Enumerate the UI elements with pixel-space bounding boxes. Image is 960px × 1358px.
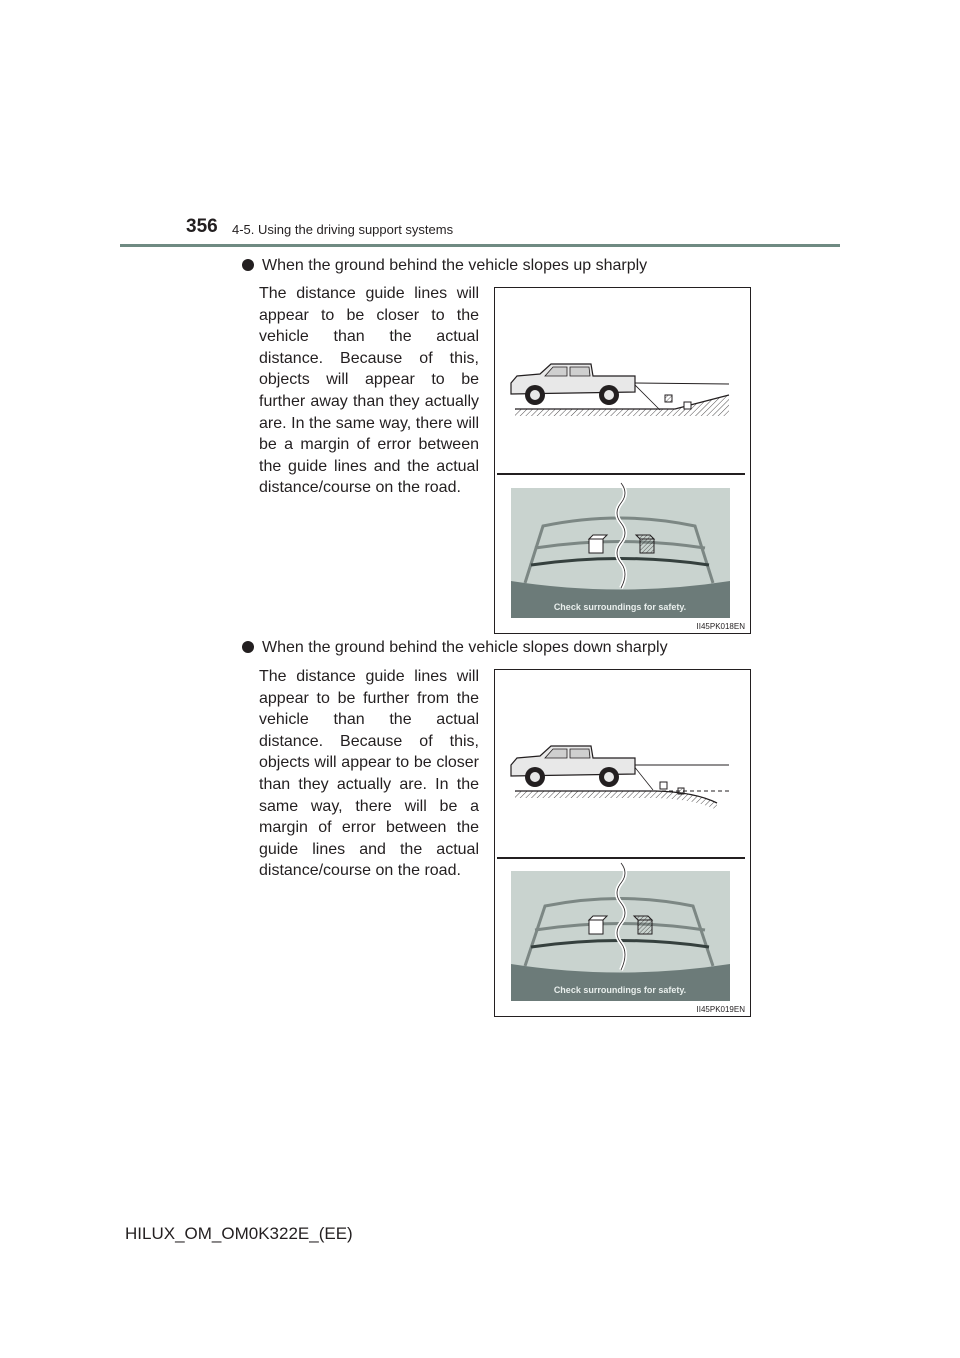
bullet-heading-text: When the ground behind the vehicle slopes up sharply bbox=[262, 257, 648, 274]
truck-icon bbox=[511, 364, 635, 405]
slope-up-illustration bbox=[495, 288, 750, 633]
page-number: 356 bbox=[186, 216, 218, 237]
figure-slope-up bbox=[494, 287, 751, 634]
bullet-icon bbox=[242, 259, 254, 271]
section-title: 4-5. Using the driving support systems bbox=[232, 222, 454, 237]
camera-screen bbox=[511, 483, 730, 618]
header-divider bbox=[120, 244, 840, 247]
document-code: HILUX_OM_OM0K322E_(EE) bbox=[125, 1224, 353, 1243]
bullet-heading-text: When the ground behind the vehicle slopes down sharply bbox=[262, 639, 668, 656]
paragraph-slope-down: The distance guide lines will appear to be further from the vehicle than the actual distance. Because of this, objects will appear to be closer than they actually are. In the same way, there will be a margin of error between the guide lines and the actual distance/course on the road. bbox=[259, 668, 479, 880]
screen-caption: Check surroundings for safety. bbox=[553, 602, 687, 612]
bullet-heading-slope-up bbox=[242, 257, 647, 275]
figure-code: II45PK019EN bbox=[696, 1005, 745, 1014]
figure-code: II45PK018EN bbox=[696, 622, 745, 631]
bullet-heading-slope-down bbox=[242, 639, 668, 657]
figure-slope-down bbox=[494, 669, 751, 1017]
bullet-icon bbox=[242, 641, 254, 653]
truck-icon bbox=[511, 746, 635, 787]
slope-down-illustration bbox=[495, 670, 750, 1016]
paragraph-slope-up: The distance guide lines will appear to be closer to the vehicle than the actual distance. Because of this, objects will appear to be further away than they actually are. In the same way, there will be a margin of error between the guide lines and the actual distance/course on the road. bbox=[259, 285, 479, 497]
screen-caption: Check surroundings for safety. bbox=[553, 985, 687, 995]
camera-screen bbox=[511, 863, 730, 1001]
ground-hatch bbox=[515, 409, 675, 416]
